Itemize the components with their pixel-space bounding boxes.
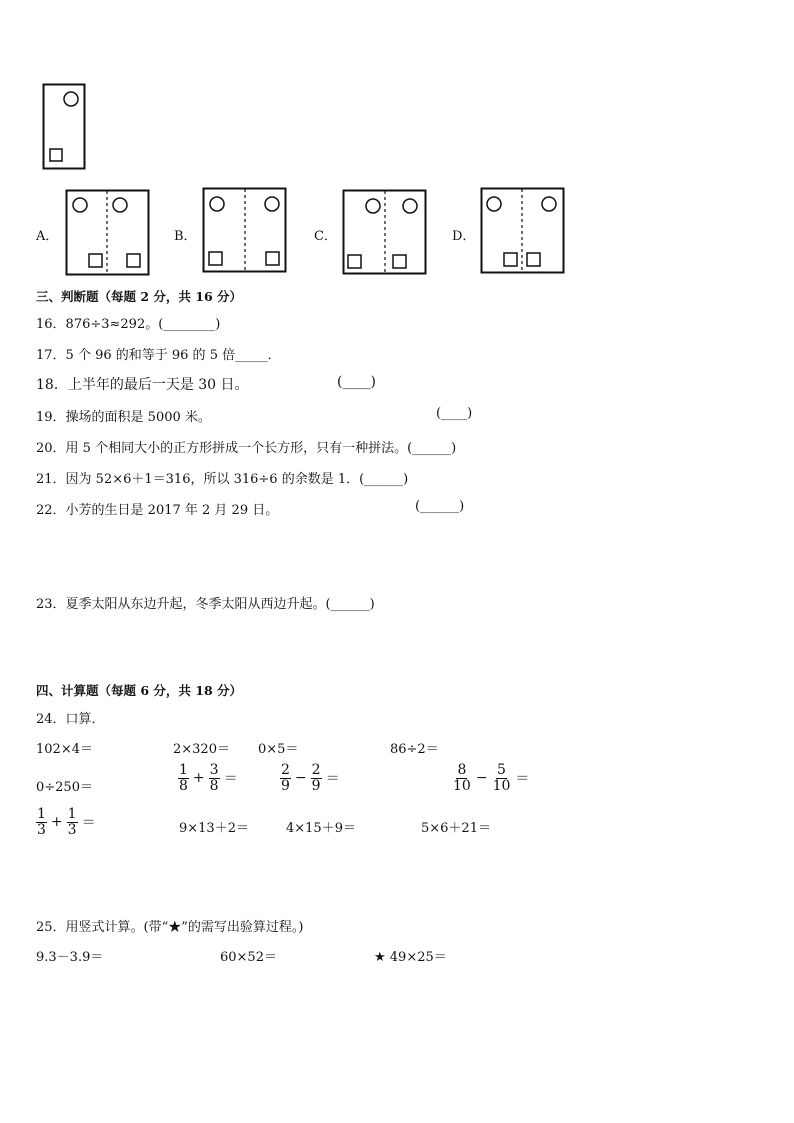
calc-item: 0÷250＝ [36, 780, 93, 795]
answer-blank-18[interactable]: (____) [337, 374, 376, 390]
square-shape [50, 149, 62, 161]
option-d-figure[interactable] [480, 187, 566, 274]
calc-item: 60×52＝ [220, 950, 277, 965]
reference-figure [42, 83, 87, 171]
fraction-expression: $\frac{1}{3}$ + $\frac{1}{3}$ ＝ [37, 806, 96, 838]
calc-item: 9.3－3.9＝ [36, 950, 104, 965]
calc-item: 4×15＋9＝ [286, 821, 356, 836]
question-17: 17．5 个 96 的和等于 96 的 5 倍_____． [36, 348, 281, 363]
section4-title: 四、计算题（每题 6 分，共 18 分） [36, 683, 243, 698]
circle-shape [64, 92, 78, 106]
question-18: 18．上半年的最后一天是 30 日。 [36, 377, 249, 393]
option-b-figure[interactable] [202, 187, 288, 273]
question-24: 24．口算． [36, 712, 105, 727]
option-d-label: D． [452, 229, 476, 244]
question-20: 20．用 5 个相同大小的正方形拼成一个长方形，只有一种拼法。(______) [36, 441, 457, 456]
calc-item: ★ 49×25＝ [374, 950, 447, 965]
fraction-expression: $\frac{2}{9}$ − $\frac{2}{9}$ ＝ [281, 762, 340, 794]
calc-item: 86÷2＝ [390, 742, 439, 757]
fraction-expression: $\frac{8}{10}$ − $\frac{5}{10}$ ＝ [453, 762, 530, 794]
question-23: 23．夏季太阳从东边升起，冬季太阳从西边升起。(______) [36, 597, 375, 612]
question-16: 16．876÷3≈292。(________) [36, 317, 221, 332]
calc-item: 9×13＋2＝ [179, 821, 249, 836]
option-b-label: B． [174, 229, 197, 244]
answer-blank-19[interactable]: (____) [436, 406, 473, 421]
question-19: 19．操场的面积是 5000 米。 [36, 410, 211, 425]
section3-title: 三、判断题（每题 2 分，共 16 分） [36, 289, 243, 304]
question-21: 21．因为 52×6＋1＝316，所以 316÷6 的余数是 1．(______) [36, 472, 409, 487]
option-a-figure[interactable] [65, 189, 151, 276]
option-c-label: C． [314, 229, 337, 244]
question-25: 25．用竖式计算。(带“★”的需写出验算过程。) [36, 920, 304, 935]
answer-blank-22[interactable]: (______) [415, 499, 465, 514]
option-c-figure[interactable] [342, 189, 428, 275]
calc-item: 2×320＝ [173, 742, 230, 757]
option-a-label: A． [36, 229, 59, 244]
question-22: 22．小芳的生日是 2017 年 2 月 29 日。 [36, 503, 279, 518]
calc-item: 5×6＋21＝ [421, 821, 491, 836]
calc-item: 102×4＝ [36, 742, 93, 757]
calc-item: 0×5＝ [258, 742, 299, 757]
fraction-expression: $\frac{1}{8}$ + $\frac{3}{8}$ ＝ [179, 762, 238, 794]
